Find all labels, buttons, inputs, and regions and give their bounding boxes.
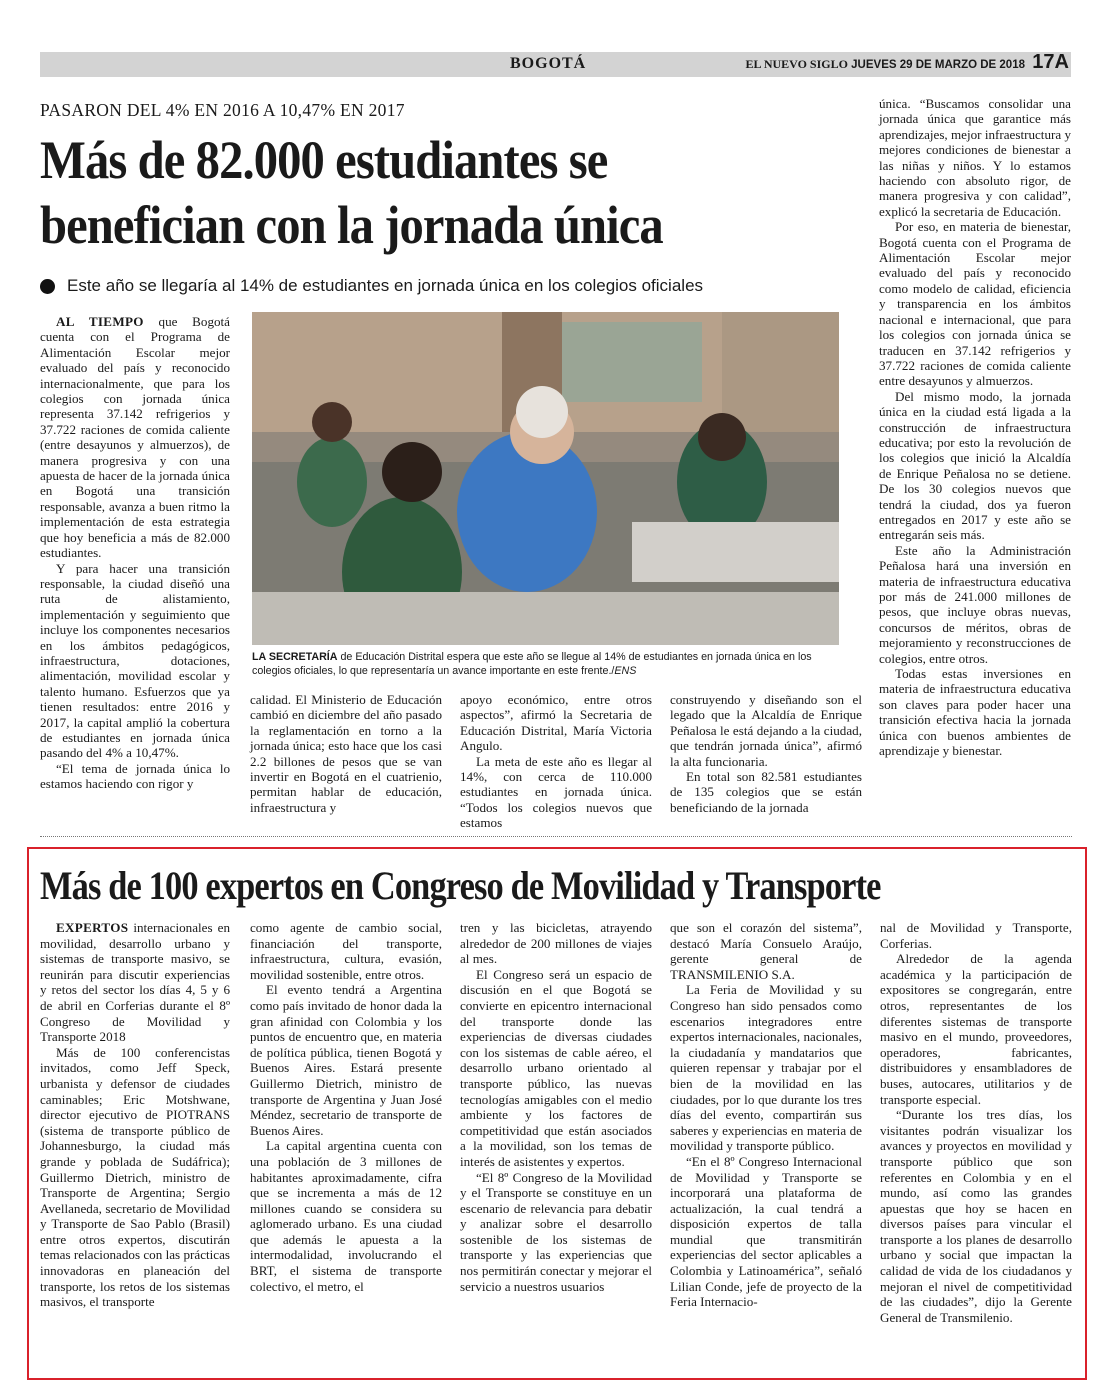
news-photo (252, 312, 839, 645)
paragraph: tren y las bicicletas, atrayendo alrededor de 200 millones de viajes al mes. (460, 920, 652, 967)
paragraph: La capital argentina cuenta con una población de 3 millones de habitantes aproximadamente, cifra que se incrementa a más de 12 millones cuando se considera su aglomerado urbano. Es una ciudad que además le apuesta a la intermodalidad, involucrando el BRT, el sistema de transporte colectivo, el metro, el (250, 1138, 442, 1294)
paragraph: “En el 8º Congreso Internacional de Movilidad y Transporte se incorporará una plataforma de actualización, la cual tendrá a disposición expertos de talla mundial que transmitirán experiencias del sector aplicables a Colombia y Latinoamérica”, señaló Lilian Conde, jefe de proyecto de la Feria Internacio- (670, 1153, 862, 1310)
caption-lead: LA SECRETARÍA (252, 651, 338, 663)
paragraph: La meta de este año es llegar al 14%, con cerca de 110.000 estudiantes en jornada única. “Todos los colegios nuevos que estamos (460, 753, 652, 831)
article-divider (40, 836, 1072, 837)
paragraph: EXPERTOS internacionales en movilidad, desarrollo urbano y sistemas de transporte masivo, se reunirán para discutir experiencias y retos del sector los días 4, 5 y 6 de abril en Corferias durante el 8º Congreso de Movilidad y Transporte 2018 (40, 920, 230, 1045)
paragraph: Y para hacer una transición responsable, la ciudad diseñó una ruta de alistamiento, implementación y seguimiento que incluye los componentes necesarios en los ámbitos pedagógicos, infraestructura, dotaciones, alimentación, movilidad escolar y talento humano. Esfuerzos que ya tienen resultados: entre 2016 y 2017, la capital amplió la cobertura de estudiantes en jornada única pasando del 4% a 10,47%. (40, 560, 230, 761)
paragraph: Este año la Administración Peñalosa hará una inversión en materia de infraestructura educativa por más de 241.000 millones de pesos, que incluye obras nuevas, concursos de méritos, obras de mejoramiento y reconstrucciones de colegios, entre otros. (879, 542, 1071, 666)
section-name: BOGOTÁ (510, 55, 587, 72)
paragraph: El Congreso será un espacio de discusión en el que Bogotá se convierte en epicentro internacional del transporte donde las experiencias de diversas ciudades con los sistemas de cable aéreo, el desarrollo urbano orientado al transporte público, las nuevas tecnologías amigables con el medio ambiente y los factores de competitividad que están asociados a la movilidad, son los temas de interés de asistentes y expertos. (460, 966, 652, 1169)
paragraph: Por eso, en materia de bienestar, Bogotá cuenta con el Programa de Alimentación Escolar mejor evaluado del país y reconocido como modelo de calidad, eficiencia y transparencia en los ámbitos nacional e internacional, que para los colegios con jornada única se traducen en 37.142 refrigerios y 37.722 raciones de comida caliente entre desayunos y almuerzos. (879, 219, 1071, 389)
lead-word: EXPERTOS (56, 920, 129, 935)
article2-column-1 (40, 920, 230, 1310)
page-number: 17A (1032, 51, 1069, 73)
subhead-text: Este año se llegaría al 14% de estudiantes en jornada única en los colegios oficiales (67, 276, 704, 295)
paragraph: Del mismo modo, la jornada única en la ciudad está ligada a la construcción de infraestructura educativa; por esto la revolución de los colegios que inició la Alcaldía de Enrique Peñalosa no se detiene. De los 30 colegios nuevos que tendrá la ciudad, dos ya fueron entregados en 2017 y este año se entregarán seis más. (879, 388, 1071, 543)
paragraph: como agente de cambio social, financiación del transporte, infraestructura, cultura, evasión, movilidad sostenible, entre otros. (250, 920, 442, 982)
paragraph: En total son 82.581 estudiantes de 135 colegios que se están beneficiando de la jornada (670, 769, 862, 815)
paragraph: única. “Buscamos consolidar una jornada única que garantice más aprendizajes, mejor infraestructura y mejores condiciones de bienestar a las niñas y niños. Y lo estamos haciendo con absoluto rigor, de manera progresiva y con calidad”, explicó la secretaria de Educación. (879, 96, 1071, 219)
publication-name: EL NUEVO SIGLO (745, 57, 848, 71)
masthead (745, 57, 1025, 72)
paragraph: La Feria de Movilidad y su Congreso han sido pensados como escenarios integradores entre expertos internacionales, nacionales, la ciudadanía y mandatarios que quieren repensar y trabajar por el bien de la movilidad en las ciudades, por lo que durante los tres días del evento, compartirán sus saberes y experiencias en materia de movilidad y transporte público. (670, 982, 862, 1154)
article2-column-3 (460, 920, 652, 1294)
lead-word: AL TIEMPO (56, 314, 144, 329)
photo-credit: ENS (614, 665, 637, 677)
article-column-4 (670, 692, 862, 815)
paragraph: “Durante los tres días, los visitantes podrán visualizar los avances y proyectos en movilidad y transporte público que son referentes en Colombia y en el mundo, así como las grandes apuestas que hoy se hacen en diversos países para vincular el transporte a los planes de desarrollo urbano y social que impactan la calidad de vida de los ciudadanos y mejoran el nivel de competitividad de las ciudades”, dijo la Gerente General de Transmilenio. (880, 1107, 1072, 1325)
article-headline: Más de 82.000 estudiantes se benefician con la jornada única (40, 130, 663, 255)
article-column-5 (879, 96, 1071, 758)
article2-column-2 (250, 920, 442, 1294)
paragraph: AL TIEMPO que Bogotá cuenta con el Programa de Alimentación Escolar mejor evaluado del país y reconocido internacionalmente, que para los colegios con jornada única representa 37.142 refrigerios y 37.722 raciones de comida caliente (entre desayunos y almuerzos), de manera progresiva y con una apuesta de hacer de la jornada única en Bogotá una transición responsable, avanza a buen ritmo la implementación de esta estrategia que hoy beneficia a más de 82.000 estudiantes. (40, 314, 230, 561)
paragraph: calidad. El Ministerio de Educación cambió en diciembre del año pasado la reglamentación en torno a la jornada única; esto hace que los casi 2.2 billones de pesos que se van invertir en Bogotá en el cuatrienio, permitan hablar de educación, infraestructura y (250, 692, 442, 815)
classroom-photo-illustration (252, 312, 839, 645)
issue-date: JUEVES 29 DE MARZO DE 2018 (851, 59, 1025, 71)
article-kicker: PASARON DEL 4% EN 2016 A 10,47% EN 2017 (40, 100, 405, 120)
article-column-3 (460, 692, 652, 831)
paragraph: “El 8º Congreso de la Movilidad y el Transporte se constituye en un escenario de relevancia para debatir y analizar sobre el desarrollo sostenible de los sistemas de transporte y las experiencias que nos permitirán conectar y mejorar el servicio a nuestros usuarios (460, 1169, 652, 1294)
paragraph: nal de Movilidad y Transporte, Corferias. (880, 920, 1072, 951)
paragraph: construyendo y diseñando son el legado que la Alcaldía de Enrique Peñalosa le está dejando a la ciudad, que tendrán jornada única”, afirmó la alta funcionaria. (670, 692, 862, 769)
paragraph: “El tema de jornada única lo estamos haciendo con rigor y (40, 760, 230, 792)
article-subhead (40, 276, 703, 296)
paragraph: que son el corazón del sistema”, destacó María Consuelo Araújo, gerente general de TRANSMILENIO S.A. (670, 920, 862, 982)
article2-column-4 (670, 920, 862, 1310)
article-column-1 (40, 314, 230, 792)
paragraph: apoyo económico, entre otros aspectos”, afirmó la Secretaria de Educación Distrital, María Victoria Angulo. (460, 692, 652, 754)
article-column-2 (250, 692, 442, 815)
paragraph: El evento tendrá a Argentina como país invitado de honor dada la gran afinidad con Colombia y los puntos de encuentro que, en materia de política pública, tienen Bogotá y Buenos Aires. Estará presente Guillermo Dietrich, ministro de transporte de Argentina y Juan José Méndez, secretario de transporte de Buenos Aires. (250, 982, 442, 1138)
paragraph: Más de 100 conferencistas invitados, como Jeff Speck, urbanista y defensor de ciudades caminables; Eric Motshwane, director ejecutivo de PIOTRANS (sistema de transporte público de Johannesburgo, la ciudad más grande y poblada de Sudáfrica); Guillermo Dietrich, ministro de Transporte de Argentina; Sergio Avellaneda, secretario de Movilidad y Transporte de Sao Pablo (Brasil) entre otros expertos, discutirán temas relacionados con las prácticas innovadoras en planeación del transporte, los retos de los sistemas masivos, el transporte (40, 1044, 230, 1310)
bullet-icon (40, 279, 55, 294)
photo-caption: LA SECRETARÍA de Educación Distrital espera que este año se llegue al 14% de estudiantes en jornada única en los colegios oficiales, lo que representaría un avance importante en este frente./ENS (252, 651, 812, 677)
article2-column-5 (880, 920, 1072, 1325)
paragraph: Alrededor de la agenda académica y la participación de expositores se congregarán, entre otros, representantes de los diferentes sistemas de transporte masivo en el mundo, proveedores, operadores, fabricantes, distribuidores y ensambladores de buses, autocares, utilitarios y de transporte especial. (880, 951, 1072, 1107)
article2-headline: Más de 100 expertos en Congreso de Movilidad y Transporte (40, 863, 881, 908)
paragraph: Todas estas inversiones en materia de infraestructura educativa son claves para poder hacer una transición efectiva hacia la jornada única con buenos ambientes de aprendizaje y bienestar. (879, 666, 1071, 759)
